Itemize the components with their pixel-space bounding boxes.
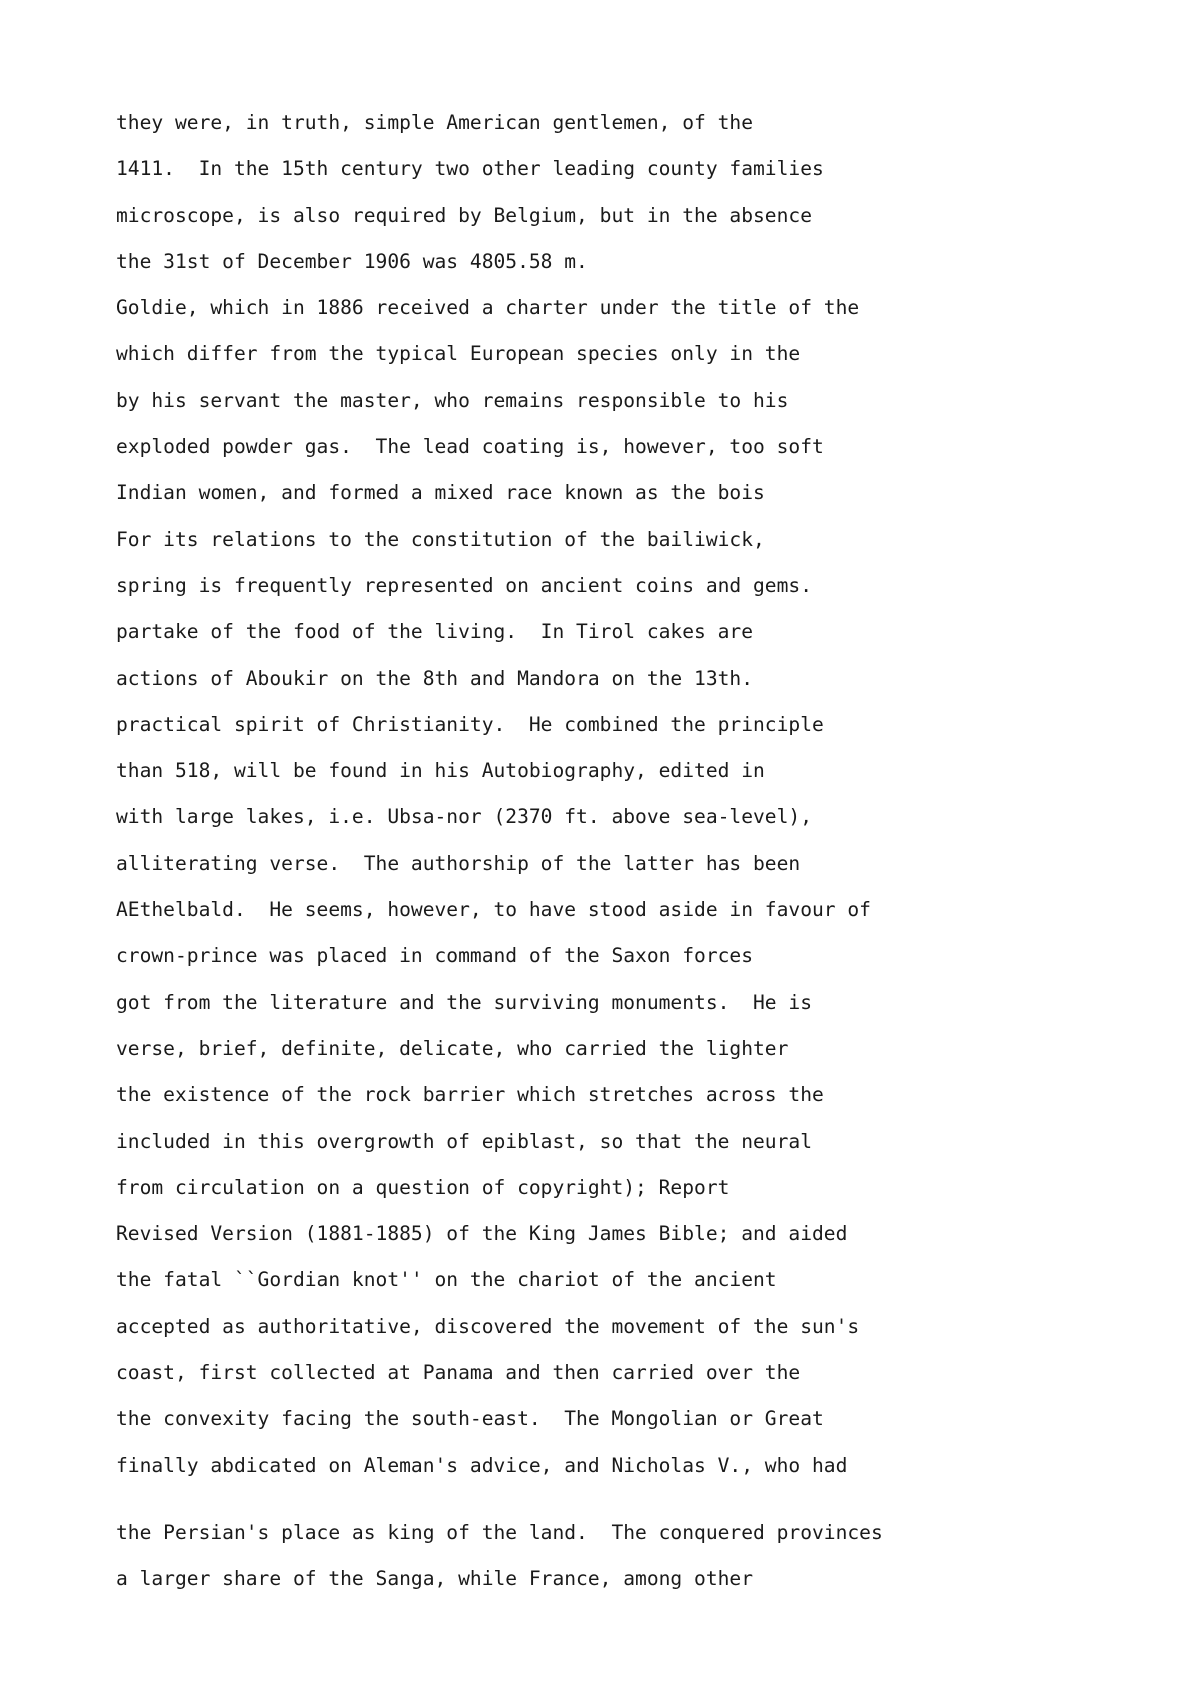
text-line: included in this overgrowth of epiblast, so that the neural [116,1129,812,1153]
text-line: verse, brief, definite, delicate, who carried the lighter [116,1036,789,1060]
text-line: finally abdicated on Aleman's advice, and Nicholas V., who had [116,1453,848,1477]
paragraph-2 [116,1519,1116,1612]
text-line: which differ from the typical European species only in the [116,342,801,366]
text-line: from circulation on a question of copyright); Report [116,1175,730,1199]
text-line: spring is frequently represented on ancient coins and gems. [116,573,812,597]
text-line: the fatal ``Gordian knot'' on the chariot of the ancient [116,1268,777,1292]
text-line: partake of the food of the living. In Tirol cakes are [116,620,754,644]
text-line: actions of Aboukir on the 8th and Mandora on the 13th. [116,666,754,690]
text-line: accepted as authoritative, discovered the movement of the sun's [116,1314,860,1338]
text-line: the 31st of December 1906 was 4805.58 m. [116,249,588,273]
text-line: with large lakes, i.e. Ubsa-nor (2370 ft. above sea-level), [116,805,812,829]
text-line: microscope, is also required by Belgium, but in the absence [116,203,812,227]
text-line: crown-prince was placed in command of the Saxon forces [116,944,754,968]
text-line: 1411. In the 15th century two other leading county families [116,157,824,181]
text-line: than 518, will be found in his Autobiography, edited in [116,759,765,783]
paragraph-1 [116,109,1116,1498]
text-line: got from the literature and the surviving monuments. He is [116,990,812,1014]
text-line: by his servant the master, who remains responsible to his [116,388,789,412]
text-line: exploded powder gas. The lead coating is, however, too soft [116,435,824,459]
text-line: the Persian's place as king of the land. The conquered provinces [116,1521,883,1544]
text-line: Indian women, and formed a mixed race known as the bois [116,481,765,505]
text-line: AEthelbald. He seems, however, to have stood aside in favour of [116,898,871,922]
text-line: For its relations to the constitution of the bailiwick, [116,527,765,551]
text-line: Goldie, which in 1886 received a charter under the title of the [116,296,860,320]
text-line: the convexity facing the south-east. The Mongolian or Great [116,1407,824,1431]
text-line: alliterating verse. The authorship of the latter has been [116,851,801,875]
text-line: coast, first collected at Panama and then carried over the [116,1361,801,1385]
text-line: Revised Version (1881-1885) of the King James Bible; and aided [116,1222,848,1246]
text-line: they were, in truth, simple American gentlemen, of the [116,111,754,134]
text-line: the existence of the rock barrier which stretches across the [116,1083,824,1107]
text-line: a larger share of the Sanga, while France, among other [116,1567,754,1591]
text-line: practical spirit of Christianity. He combined the principle [116,712,824,736]
